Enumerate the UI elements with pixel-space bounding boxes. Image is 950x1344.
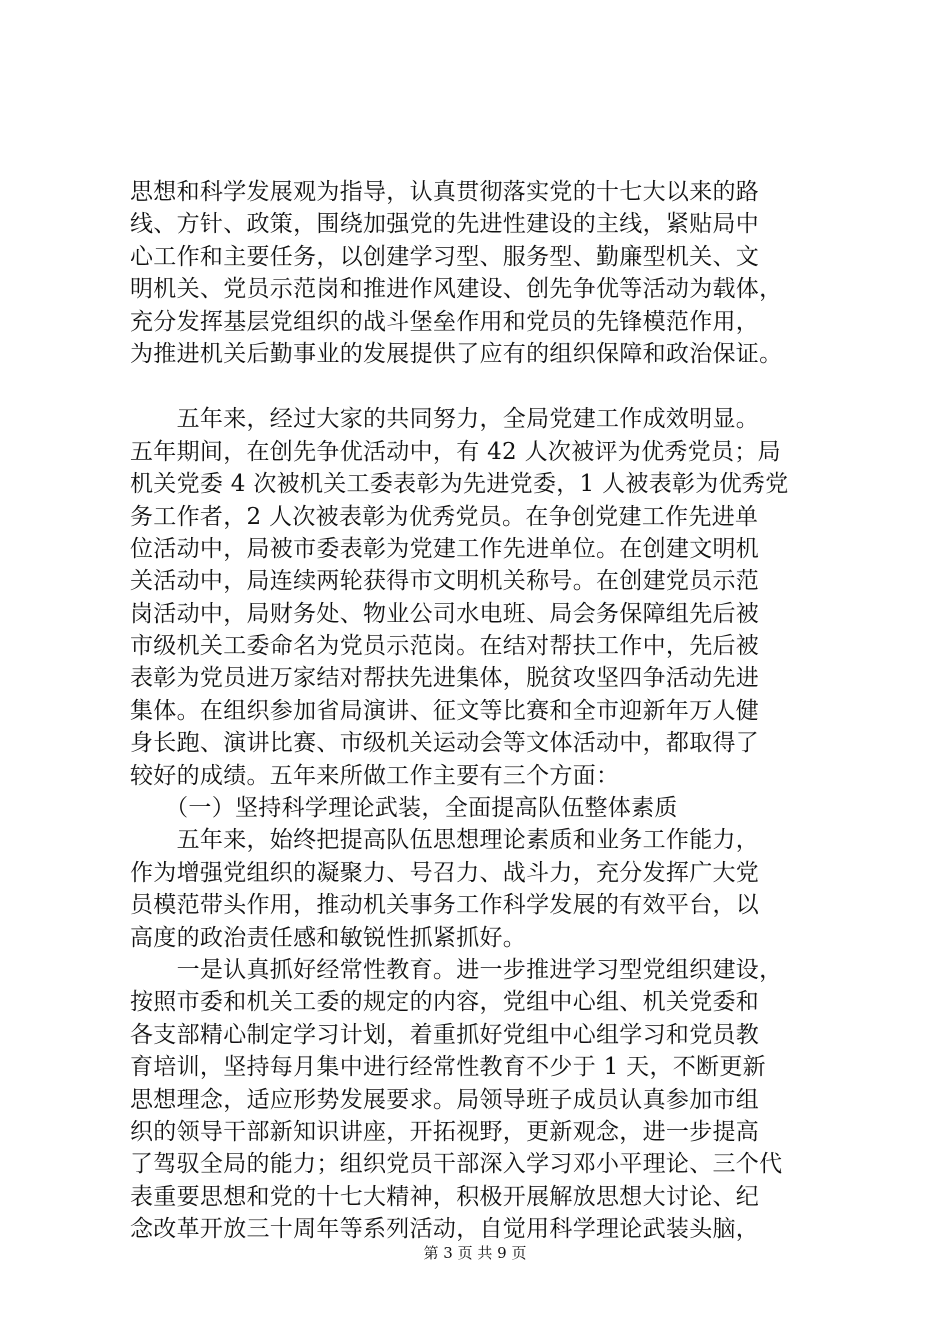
text-line: 各支部精心制定学习计划，着重抓好党组中心组学习和党员教 xyxy=(130,1021,760,1048)
text-line: 为推进机关后勤事业的发展提供了应有的组织保障和政治保证。 xyxy=(130,340,783,367)
paragraph-spacer xyxy=(130,370,830,403)
text-line: 作为增强党组织的凝聚力、号召力、战斗力，充分发挥广大党 xyxy=(130,859,760,886)
section-heading-one xyxy=(130,792,830,824)
text-line: 关活动中，局连续两轮获得市文明机关称号。在创建党员示范 xyxy=(130,568,760,595)
body-text xyxy=(130,176,830,1246)
text-line: 表彰为党员进万家结对帮扶先进集体，脱贫攻坚四争活动先进 xyxy=(130,665,760,692)
page-footer: 第 3 页 共 9 页 xyxy=(423,1244,527,1262)
text-line: 思想和科学发展观为指导，认真贯彻落实党的十七大以来的路 xyxy=(130,179,760,205)
text-line: 市级机关工委命名为党员示范岗。在结对帮扶工作中，先后被 xyxy=(130,633,760,660)
text-line: 集体。在组织参加省局演讲、征文等比赛和全市迎新年万人健 xyxy=(130,697,760,724)
paragraph-education xyxy=(130,954,830,1246)
text-line: （一）坚持科学理论武装，全面提高队伍整体素质 xyxy=(130,795,678,822)
text-line: 位活动中，局被市委表彰为党建工作先进单位。在创建文明机 xyxy=(130,535,760,562)
text-line: 身长跑、演讲比赛、市级机关运动会等文体活动中，都取得了 xyxy=(130,730,760,757)
paragraph-theory xyxy=(130,824,830,954)
paragraph-intro-continued xyxy=(130,176,830,370)
text-line: 织的领导干部新知识讲座，开拓视野，更新观念，进一步提高 xyxy=(130,1118,760,1145)
text-line: 表重要思想和党的十七大精神，积极开展解放思想大讨论、纪 xyxy=(130,1183,760,1210)
text-line: 一是认真抓好经常性教育。进一步推进学习型党组织建设， xyxy=(130,956,783,983)
paragraph-achievements xyxy=(130,403,830,792)
text-line: 明机关、党员示范岗和推进作风建设、创先争优等活动为载体， xyxy=(130,276,783,303)
text-line: 五年来，经过大家的共同努力，全局党建工作成效明显。 xyxy=(130,406,760,433)
text-line: 机关党委 4 次被机关工委表彰为先进党委，1 人被表彰为优秀党 xyxy=(130,471,789,498)
text-line: 高度的政治责任感和敏锐性抓紧抓好。 xyxy=(130,924,527,951)
text-line: 充分发挥基层党组织的战斗堡垒作用和党员的先锋模范作用， xyxy=(130,308,760,335)
text-line: 务工作者，2 人次被表彰为优秀党员。在争创党建工作先进单 xyxy=(130,503,759,530)
text-line: 线、方针、政策，围绕加强党的先进性建设的主线，紧贴局中 xyxy=(130,211,760,238)
text-line: 育培训，坚持每月集中进行经常性教育不少于 1 天，不断更新 xyxy=(130,1054,766,1081)
text-line: 念改革开放三十周年等系列活动，自觉用科学理论武装头脑， xyxy=(130,1216,760,1243)
text-line: 思想理念，适应形势发展要求。局领导班子成员认真参加市组 xyxy=(130,1086,760,1113)
text-line: 较好的成绩。五年来所做工作主要有三个方面： xyxy=(130,762,620,789)
text-line: 岗活动中，局财务处、物业公司水电班、局会务保障组先后被 xyxy=(130,600,760,627)
text-line: 按照市委和机关工委的规定的内容，党组中心组、机关党委和 xyxy=(130,989,760,1016)
text-line: 心工作和主要任务，以创建学习型、服务型、勤廉型机关、文 xyxy=(130,243,760,270)
text-line: 了驾驭全局的能力；组织党员干部深入学习邓小平理论、三个代 xyxy=(130,1151,783,1178)
text-line: 五年来，始终把提高队伍思想理论素质和业务工作能力， xyxy=(130,827,760,854)
text-line: 员模范带头作用，推动机关事务工作科学发展的有效平台，以 xyxy=(130,892,760,919)
text-line: 五年期间，在创先争优活动中，有 42 人次被评为优秀党员；局 xyxy=(130,438,781,465)
